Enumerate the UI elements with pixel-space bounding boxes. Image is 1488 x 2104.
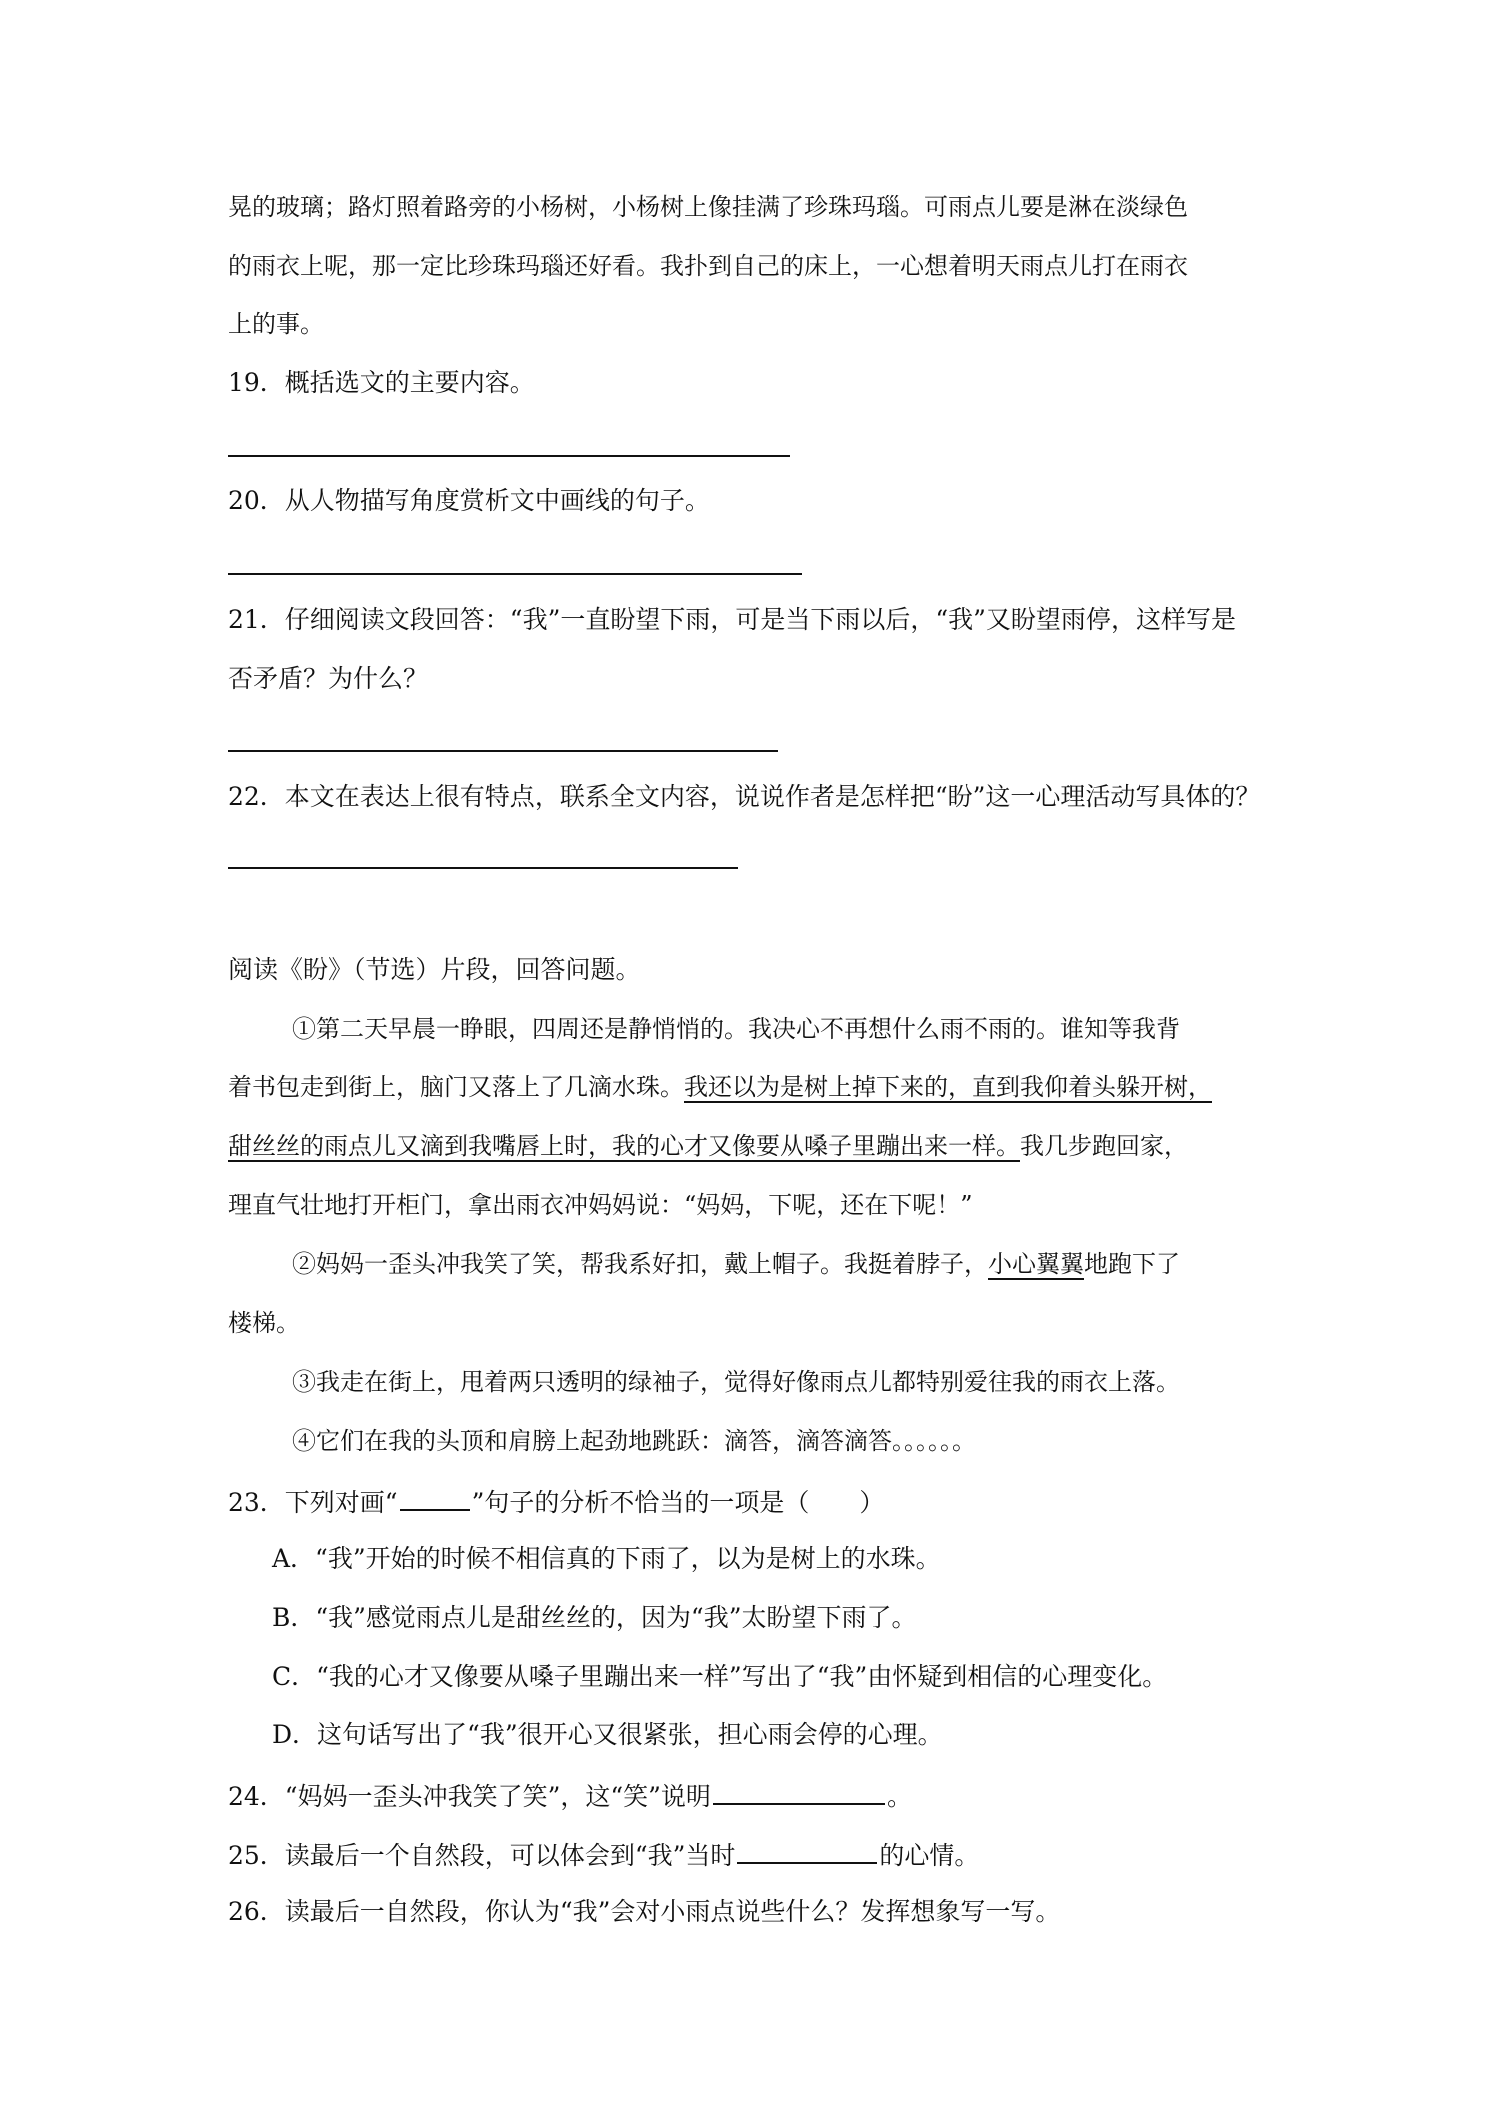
answer-line-20[interactable] — [228, 573, 802, 575]
question-26: 26．读最后一自然段，你认为“我”会对小雨点说些什么？发挥想象写一写。 — [228, 1897, 1061, 1926]
answer-blank-25[interactable] — [737, 1836, 877, 1864]
question-24-text-a: 24．“妈妈一歪头冲我笑了笑”，这“笑”说明 — [228, 1782, 711, 1811]
paragraph-1-line: ①第二天早晨一睁眼，四周还是静悄悄的。我决心不再想什么雨不雨的。谁知等我背 — [292, 1015, 1180, 1043]
passage-line: 晃的玻璃；路灯照着路旁的小杨树，小杨树上像挂满了珍珠玛瑙。可雨点儿要是淋在淡绿色 — [228, 193, 1188, 221]
underlined-sentence: 我还以为是树上掉下来的，直到我仰着头躲开树， — [684, 1073, 1212, 1101]
paragraph-4: ④它们在我的头顶和肩膀上起劲地跳跃：滴答，滴答滴答。。。。。。 — [292, 1427, 976, 1455]
plain-text: 着书包走到街上，脑门又落上了几滴水珠。 — [228, 1073, 684, 1101]
option-c[interactable]: C．“我的心才又像要从嗓子里蹦出来一样”写出了“我”由怀疑到相信的心理变化。 — [272, 1662, 1168, 1691]
plain-text: ②妈妈一歪头冲我笑了笑，帮我系好扣，戴上帽子。我挺着脖子， — [292, 1250, 988, 1278]
paragraph-2-line: 楼梯。 — [228, 1309, 300, 1337]
paragraph-3: ③我走在街上，甩着两只透明的绿袖子，觉得好像雨点儿都特别爱往我的雨衣上落。 — [292, 1368, 1180, 1396]
question-23-text-b: ”句子的分析不恰当的一项是（ ） — [471, 1488, 885, 1517]
paragraph-1-line — [228, 1070, 1212, 1104]
question-25 — [228, 1836, 979, 1873]
question-19: 19．概括选文的主要内容。 — [228, 368, 535, 397]
option-d[interactable]: D．这句话写出了“我”很开心又很紧张，担心雨会停的心理。 — [272, 1720, 943, 1749]
question-21-line2: 否矛盾？为什么？ — [228, 664, 429, 693]
answer-line-19[interactable] — [228, 455, 790, 457]
question-25-text-b: 的心情。 — [879, 1841, 980, 1870]
question-24 — [228, 1777, 912, 1814]
answer-line-21[interactable] — [228, 750, 778, 752]
question-21-line1: 21．仔细阅读文段回答：“我”一直盼望下雨，可是当下雨以后，“我”又盼望雨停，这样写是 — [228, 605, 1236, 634]
answer-line-22[interactable] — [228, 867, 738, 869]
question-23 — [228, 1483, 884, 1520]
option-a[interactable]: A．“我”开始的时候不相信真的下雨了，以为是树上的水珠。 — [272, 1544, 941, 1573]
passage-line: 上的事。 — [228, 310, 324, 338]
option-b[interactable]: B．“我”感觉雨点儿是甜丝丝的，因为“我”太盼望下雨了。 — [272, 1603, 917, 1632]
paragraph-1-line — [228, 1129, 1188, 1163]
plain-text: 我几步跑回家， — [1020, 1132, 1188, 1160]
question-22: 22．本文在表达上很有特点，联系全文内容，说说作者是怎样把“盼”这一心理活动写具体的？ — [228, 782, 1261, 811]
underlined-sentence: 甜丝丝的雨点儿又滴到我嘴唇上时，我的心才又像要从嗓子里蹦出来一样。 — [228, 1132, 1020, 1160]
passage-line: 的雨衣上呢，那一定比珍珠玛瑙还好看。我扑到自己的床上，一心想着明天雨点儿打在雨衣 — [228, 252, 1188, 280]
question-25-text-a: 25．读最后一个自然段，可以体会到“我”当时 — [228, 1841, 736, 1870]
underlined-word: 小心翼翼 — [988, 1250, 1084, 1278]
paragraph-1-line: 理直气壮地打开柜门，拿出雨衣冲妈妈说：“妈妈，下呢，还在下呢！” — [228, 1191, 973, 1219]
section-intro: 阅读《盼》（节选）片段，回答问题。 — [228, 955, 641, 984]
plain-text: 地跑下了 — [1084, 1250, 1180, 1278]
underline-sample — [400, 1483, 470, 1511]
question-23-text-a: 23．下列对画“ — [228, 1488, 398, 1517]
question-20: 20．从人物描写角度赏析文中画线的句子。 — [228, 486, 710, 515]
answer-blank-24[interactable] — [713, 1777, 885, 1805]
paragraph-2-line — [292, 1247, 1180, 1281]
question-24-text-b: 。 — [886, 1782, 912, 1811]
